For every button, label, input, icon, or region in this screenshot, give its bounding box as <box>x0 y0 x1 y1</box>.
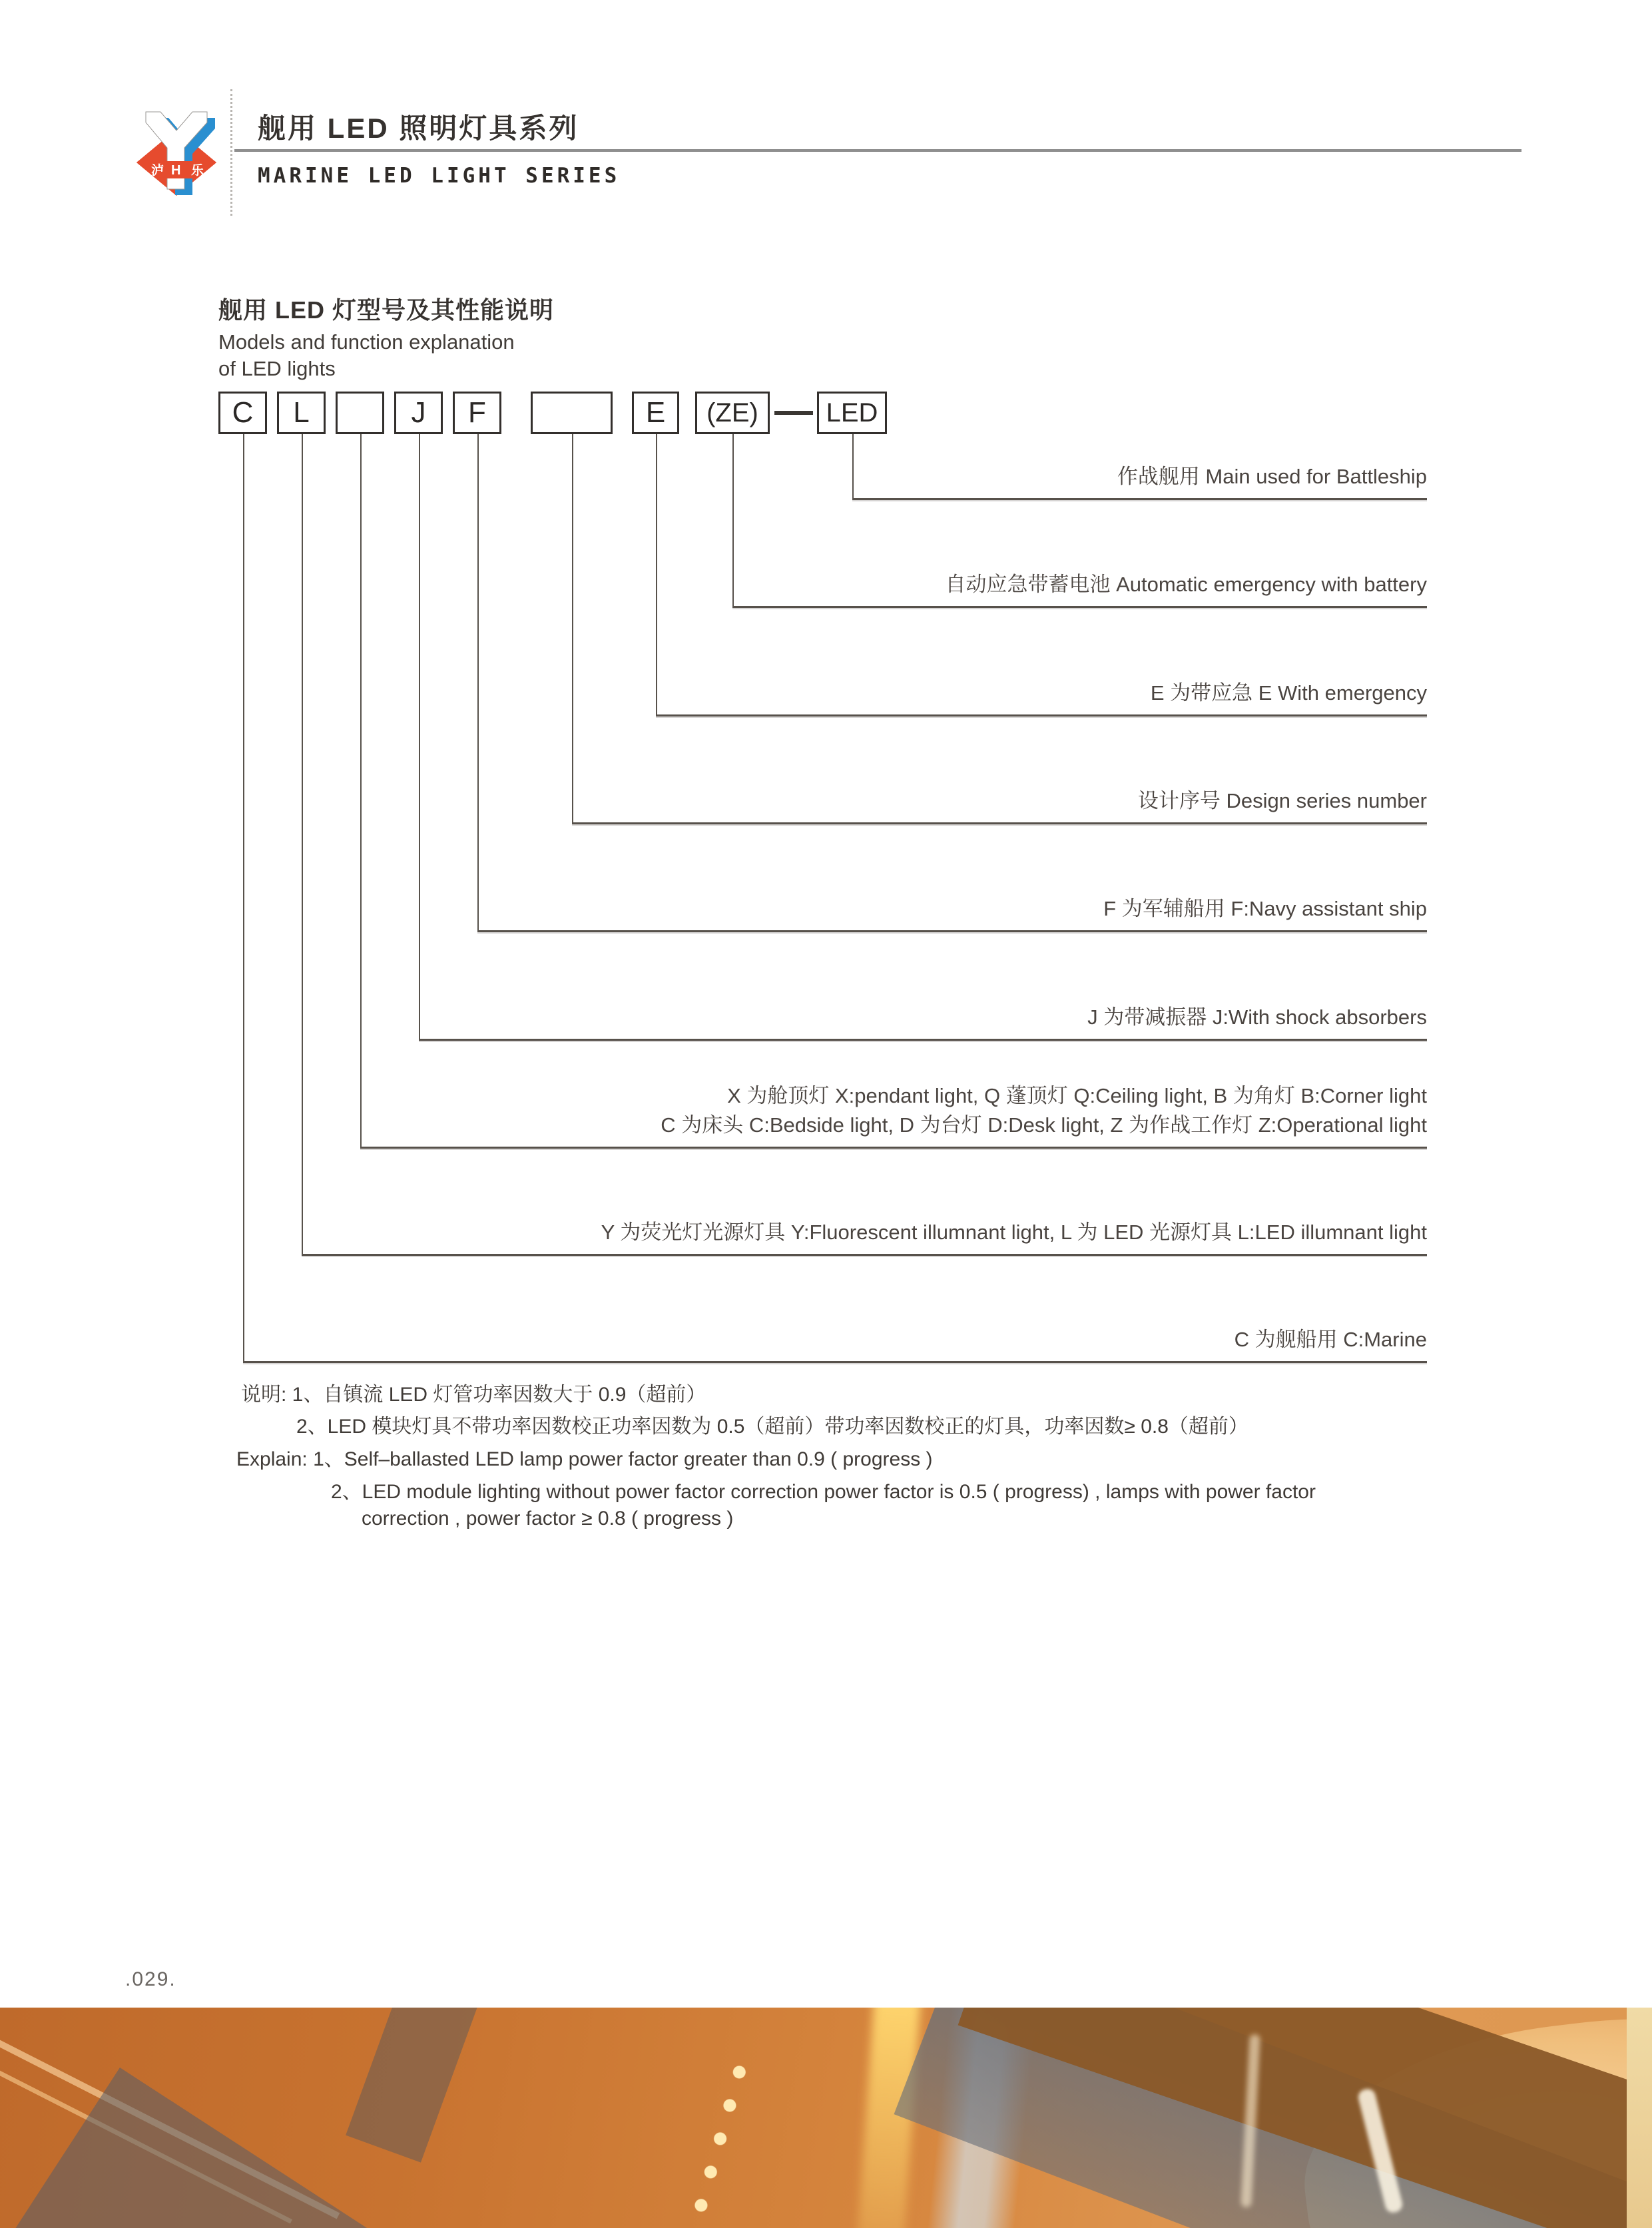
code-separator-dash <box>774 411 813 415</box>
tree-connector-vertical <box>852 434 854 498</box>
tree-connector-horizontal <box>572 822 1427 824</box>
tree-connector-horizontal <box>852 498 1427 500</box>
tree-label-line: J 为带减振器 J:With shock absorbers <box>1087 1005 1427 1029</box>
tree-connector-vertical <box>419 434 420 1039</box>
tree-label-line: 设计序号 Design series number <box>1137 789 1427 812</box>
tree-label <box>601 1218 1427 1247</box>
tree-connector-horizontal <box>243 1361 1427 1363</box>
section-subtitle-en-2: of LED lights <box>218 357 336 380</box>
tree-connector-vertical <box>732 434 734 606</box>
section-subtitle-en-1: Models and function explanation <box>218 330 515 354</box>
code-box-l <box>277 392 326 434</box>
photo-dark-wedge-2 <box>346 2008 480 2163</box>
tree-label <box>1103 894 1427 924</box>
code-box-c <box>218 392 267 434</box>
photo-light-dots <box>679 2056 753 2228</box>
logo-char-1: 泸 <box>151 164 164 178</box>
tree-label <box>1117 462 1427 491</box>
code-box-label: C <box>232 396 254 429</box>
photo-right-strip <box>1627 2008 1652 2228</box>
note-line-1: 说明: 1、自镇流 LED 灯管功率因数大于 0.9（超前） <box>241 1384 706 1406</box>
header-title-en: MARINE LED LIGHT SERIES <box>258 164 621 188</box>
code-box-e <box>632 392 679 434</box>
tree-connector-horizontal <box>477 930 1427 932</box>
tree-label <box>1138 786 1427 816</box>
logo-char-2: H <box>171 163 181 178</box>
tree-connector-horizontal <box>732 606 1427 608</box>
tree-label-line: X 为舱顶灯 X:pendant light, Q 蓬顶灯 Q:Ceiling light, B 为角灯 B:Corner light <box>727 1084 1427 1107</box>
code-box-f <box>453 392 501 434</box>
tree-connector-vertical <box>477 434 479 930</box>
tree-label-line: 作战舰用 Main used for Battleship <box>1117 465 1427 488</box>
code-box-j <box>394 392 443 434</box>
header-title-cn: 舰用 LED 照明灯具系列 <box>258 113 579 144</box>
photo-dark-wedge <box>0 2068 544 2228</box>
tree-connector-vertical <box>656 434 657 714</box>
tree-label <box>1151 679 1427 708</box>
tree-label-line: C 为床头 C:Bedside light, D 为台灯 D:Desk light, Z 为作战工作灯 Z:Operational light <box>661 1113 1427 1137</box>
tree-label-line: Y 为荧光灯光源灯具 Y:Fluorescent illumnant light, L 为 LED 光源灯具 L:LED illumnant light <box>601 1221 1427 1244</box>
tree-label <box>1235 1325 1427 1354</box>
tree-connector-vertical <box>360 434 362 1147</box>
tree-connector-horizontal <box>302 1254 1427 1256</box>
tree-connector-horizontal <box>419 1039 1427 1041</box>
code-box-label: E <box>645 396 666 429</box>
code-box-label: F <box>468 396 486 429</box>
code-box-label: L <box>293 396 310 429</box>
tree-label-line: 自动应急带蓄电池 Automatic emergency with battery <box>945 573 1427 596</box>
tree-label-line: C 为舰船用 C:Marine <box>1234 1328 1427 1351</box>
tree-connector-vertical <box>572 434 573 822</box>
header-rule <box>234 149 1521 152</box>
logo-char-3: 乐 <box>191 164 204 178</box>
tree-connector-vertical <box>302 434 303 1254</box>
note-line-3: Explain: 1、Self–ballasted LED lamp power factor greater than 0.9 ( progress ) <box>236 1448 933 1470</box>
tree-label-line: E 为带应急 E With emergency <box>1150 681 1427 704</box>
section-title-cn: 舰用 LED 灯型号及其性能说明 <box>218 296 555 324</box>
code-box-blank <box>531 392 613 434</box>
tree-label <box>945 570 1427 599</box>
footer-photo <box>0 2008 1652 2228</box>
code-box-ze <box>695 392 770 434</box>
company-logo <box>130 104 223 202</box>
tree-label <box>1087 1003 1427 1032</box>
note-line-4: 2、LED module lighting without power factor correction power factor is 0.5 ( progress) , lamps with power factor <box>331 1481 1316 1503</box>
code-box-label: J <box>411 396 426 429</box>
tree-connector-horizontal <box>656 714 1427 716</box>
code-box-blank <box>336 392 384 434</box>
tree-label <box>661 1081 1427 1140</box>
note-line-2: 2、LED 模块灯具不带功率因数校正功率因数为 0.5（超前）带功率因数校正的灯具，功率因数≥ 0.8（超前） <box>296 1416 1248 1438</box>
code-box-label: LED <box>826 398 878 427</box>
tree-label-line: F 为军辅船用 F:Navy assistant ship <box>1103 897 1427 920</box>
note-line-5: correction , power factor ≥ 0.8 ( progress ) <box>362 1508 734 1530</box>
tree-connector-vertical <box>243 434 244 1361</box>
code-box-label: (ZE) <box>706 398 758 427</box>
tree-connector-horizontal <box>360 1147 1427 1149</box>
code-box-led <box>817 392 887 434</box>
page-number: .029. <box>125 1968 176 1990</box>
header-dotted-divider <box>230 89 232 216</box>
